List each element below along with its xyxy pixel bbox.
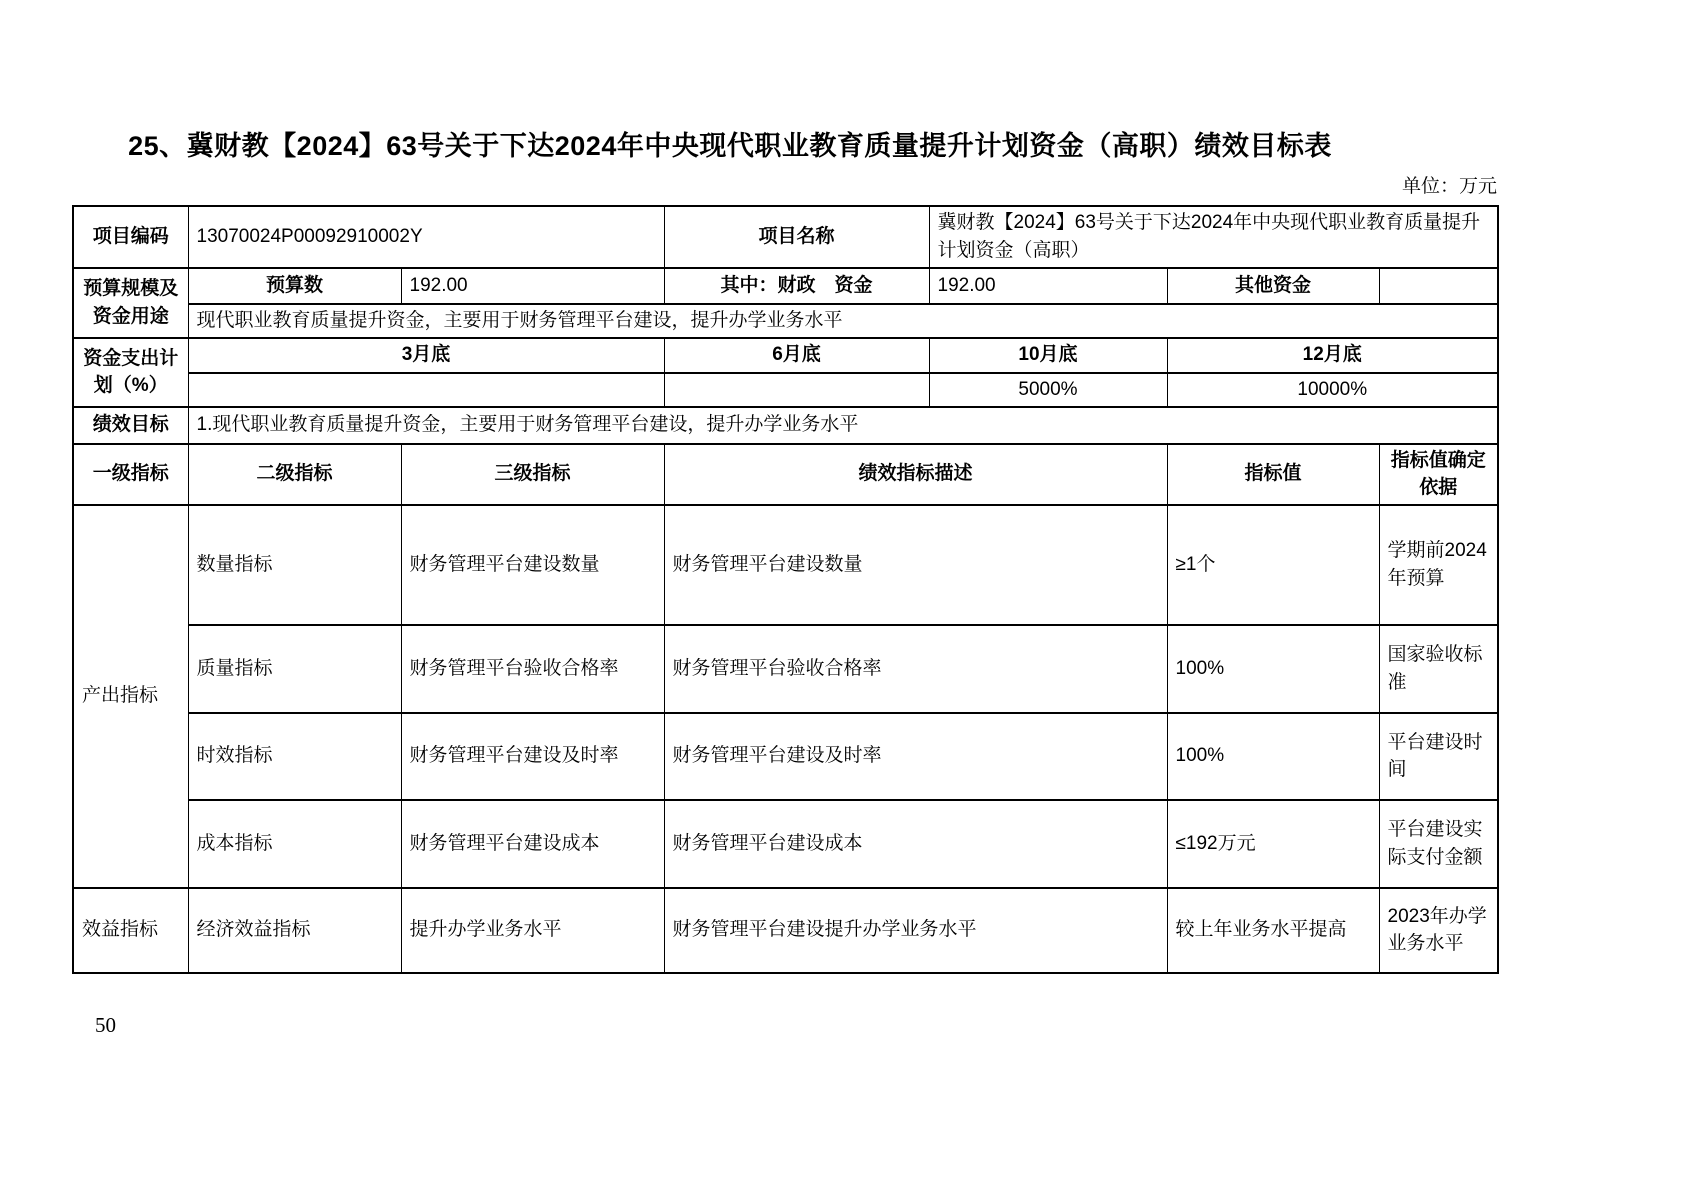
spending-value-december: 10000% — [1167, 373, 1498, 407]
fiscal-funds-label: 其中：财政 资金 — [664, 268, 929, 304]
indicator-row-timeliness — [73, 713, 1498, 800]
basis-quality: 国家验收标准 — [1379, 625, 1498, 713]
value-cost: ≤192万元 — [1167, 800, 1379, 888]
row-spending-values — [73, 373, 1498, 407]
header-basis: 指标值确定依据 — [1379, 444, 1498, 505]
description-quality: 财务管理平台验收合格率 — [664, 625, 1167, 713]
indicator-row-quality — [73, 625, 1498, 713]
row-project — [73, 206, 1498, 268]
row-budget — [73, 268, 1498, 304]
period-october: 10月底 — [929, 338, 1167, 373]
indicator-row-cost — [73, 800, 1498, 888]
description-cost: 财务管理平台建设成本 — [664, 800, 1167, 888]
basis-economic: 2023年办学业务水平 — [1379, 888, 1498, 973]
project-code-label: 项目编码 — [73, 206, 188, 268]
level3-economic: 提升办学业务水平 — [401, 888, 664, 973]
page-number: 50 — [95, 1013, 116, 1037]
basis-quantity: 学期前2024年预算 — [1379, 505, 1498, 625]
project-name-value: 冀财教【2024】63号关于下达2024年中央现代职业教育质量提升计划资金（高职） — [929, 206, 1498, 268]
level3-quality: 财务管理平台验收合格率 — [401, 625, 664, 713]
other-funds-label: 其他资金 — [1167, 268, 1379, 304]
period-december: 12月底 — [1167, 338, 1498, 373]
row-spending-periods — [73, 338, 1498, 373]
header-value: 指标值 — [1167, 444, 1379, 505]
row-fund-usage — [73, 304, 1498, 338]
indicator-row-economic-benefit — [73, 888, 1498, 973]
header-description: 绩效指标描述 — [664, 444, 1167, 505]
level1-output: 产出指标 — [73, 505, 188, 888]
level1-benefit: 效益指标 — [73, 888, 188, 973]
level3-timeliness: 财务管理平台建设及时率 — [401, 713, 664, 800]
value-economic: 较上年业务水平提高 — [1167, 888, 1379, 973]
period-march: 3月底 — [188, 338, 664, 373]
unit-note: 单位：万元 — [1401, 176, 1497, 197]
row-indicator-header — [73, 444, 1498, 505]
basis-timeliness: 平台建设时间 — [1379, 713, 1498, 800]
performance-goal-label: 绩效目标 — [73, 407, 188, 444]
row-performance-goal — [73, 407, 1498, 444]
project-code-value: 13070024P00092910002Y — [188, 206, 664, 268]
level2-quality: 质量指标 — [188, 625, 401, 713]
indicator-row-quantity — [73, 505, 1498, 625]
description-timeliness: 财务管理平台建设及时率 — [664, 713, 1167, 800]
value-quantity: ≥1个 — [1167, 505, 1379, 625]
budget-number-value: 192.00 — [401, 268, 664, 304]
budget-number-label: 预算数 — [188, 268, 401, 304]
spending-plan-label: 资金支出计划（%） — [73, 338, 188, 407]
level2-quantity: 数量指标 — [188, 505, 401, 625]
fiscal-funds-value: 192.00 — [929, 268, 1167, 304]
budget-section-label: 预算规模及资金用途 — [73, 268, 188, 338]
level2-cost: 成本指标 — [188, 800, 401, 888]
other-funds-value — [1379, 268, 1498, 304]
spending-value-october: 5000% — [929, 373, 1167, 407]
level3-cost: 财务管理平台建设成本 — [401, 800, 664, 888]
level3-quantity: 财务管理平台建设数量 — [401, 505, 664, 625]
basis-cost: 平台建设实际支付金额 — [1379, 800, 1498, 888]
project-name-label: 项目名称 — [664, 206, 929, 268]
description-quantity: 财务管理平台建设数量 — [664, 505, 1167, 625]
level2-timeliness: 时效指标 — [188, 713, 401, 800]
spending-value-march — [188, 373, 664, 407]
level2-economic: 经济效益指标 — [188, 888, 401, 973]
period-june: 6月底 — [664, 338, 929, 373]
spending-value-june — [664, 373, 929, 407]
table-container — [72, 205, 1499, 974]
value-timeliness: 100% — [1167, 713, 1379, 800]
header-level1: 一级指标 — [73, 444, 188, 505]
header-level2: 二级指标 — [188, 444, 401, 505]
header-level3: 三级指标 — [401, 444, 664, 505]
performance-goal-text: 1.现代职业教育质量提升资金，主要用于财务管理平台建设，提升办学业务水平 — [188, 407, 1498, 444]
performance-target-table — [72, 205, 1499, 974]
fund-usage-text: 现代职业教育质量提升资金，主要用于财务管理平台建设，提升办学业务水平 — [188, 304, 1498, 338]
description-economic: 财务管理平台建设提升办学业务水平 — [664, 888, 1167, 973]
value-quality: 100% — [1167, 625, 1379, 713]
page-title: 25、冀财教【2024】63号关于下达2024年中央现代职业教育质量提升计划资金（高职）绩效目标表 — [128, 131, 1332, 161]
